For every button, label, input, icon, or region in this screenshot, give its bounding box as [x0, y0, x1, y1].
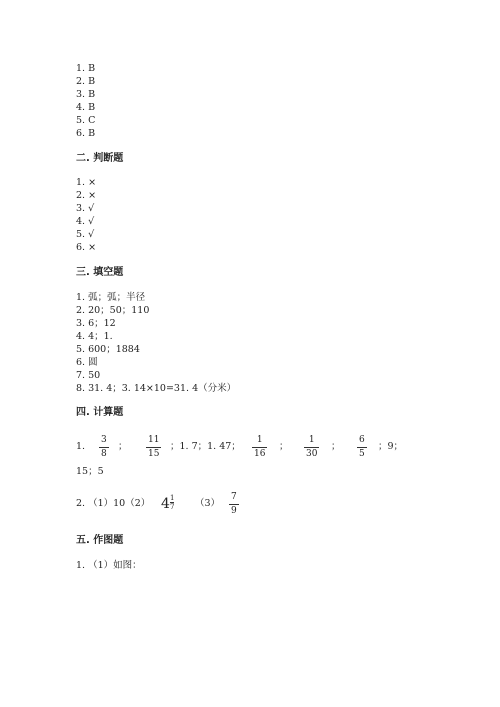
- denominator: 7: [170, 503, 175, 511]
- calc-heading: 四. 计算题: [76, 407, 124, 418]
- calc-q1-fraction-2: [146, 435, 161, 460]
- choice-answer-1: 1. B: [76, 63, 96, 74]
- denominator: 30: [306, 449, 318, 459]
- calc-q2-fraction: [229, 492, 239, 517]
- fraction-bar: [304, 447, 319, 448]
- choice-answer-5: 5. C: [76, 115, 96, 126]
- judge-answer-2: 2. ×: [76, 190, 97, 201]
- calc-q1-fraction-4: [304, 435, 319, 460]
- calc-q2-part-3: （3）: [195, 498, 221, 509]
- fraction-bar: [99, 447, 109, 448]
- choice-answer-2: 2. B: [76, 76, 96, 87]
- denominator: 5: [359, 449, 365, 459]
- fill-answer-6: 6. 圆: [76, 357, 98, 368]
- fill-answer-4: 4. 4；1.: [76, 331, 113, 342]
- denominator: 16: [254, 449, 266, 459]
- draw-answer-1: 1. （1）如图：: [76, 560, 142, 571]
- judge-answer-3: 3. √: [76, 203, 95, 214]
- denominator: 8: [101, 449, 107, 459]
- fraction-bar: [252, 447, 267, 448]
- fraction-bar: [357, 447, 367, 448]
- mixed-number-whole: 4: [161, 496, 170, 512]
- draw-heading: 五. 作图题: [76, 535, 124, 546]
- calc-q1-sep-1: ；: [118, 441, 128, 452]
- fill-answer-2: 2. 20；50；110: [76, 305, 150, 316]
- numerator: 7: [231, 492, 237, 502]
- choice-answer-4: 4. B: [76, 102, 96, 113]
- calc-q1-label: 1.: [76, 441, 86, 452]
- choice-answer-6: 6. B: [76, 128, 96, 139]
- calc-q1-fraction-5: [357, 435, 367, 460]
- numerator: 1: [256, 435, 263, 445]
- fill-answer-3: 3. 6；12: [76, 318, 116, 329]
- judge-answer-6: 6. ×: [76, 242, 97, 253]
- calc-q1-line-2: 15；5: [76, 466, 104, 477]
- fill-answer-5: 5. 600；1884: [76, 344, 140, 355]
- fill-answer-8: 8. 31. 4；3. 14×10=31. 4（分米）: [76, 383, 237, 394]
- fraction-bar: [229, 504, 239, 505]
- calc-q1-fraction-3: [252, 435, 267, 460]
- numerator: 11: [148, 435, 160, 445]
- numerator: 3: [101, 435, 107, 445]
- fill-answer-7: 7. 50: [76, 370, 101, 381]
- choice-answer-3: 3. B: [76, 89, 96, 100]
- calc-q1-sep-3: ；: [279, 441, 289, 452]
- fill-answer-1: 1. 弧；弧；半径: [76, 292, 146, 303]
- judge-answer-1: 1. ×: [76, 177, 97, 188]
- numerator: 1: [170, 494, 175, 502]
- numerator: 1: [308, 435, 315, 445]
- calc-q1-sep-4: ；: [331, 441, 341, 452]
- numerator: 6: [359, 435, 365, 445]
- calc-q1-fraction-1: [99, 435, 109, 460]
- fraction-bar: [146, 447, 161, 448]
- calc-q1-tail: ；9；: [378, 441, 404, 452]
- mixed-number-fraction: [170, 494, 174, 511]
- judge-heading: 二. 判断题: [76, 153, 124, 164]
- calc-q1-middle: ；1. 7；1. 47；: [170, 441, 241, 452]
- denominator: 9: [231, 506, 237, 516]
- denominator: 15: [148, 449, 160, 459]
- judge-answer-5: 5. √: [76, 229, 95, 240]
- judge-answer-4: 4. √: [76, 216, 95, 227]
- calc-q2-label: 2. （1）10（2）: [76, 498, 151, 509]
- fill-heading: 三. 填空题: [76, 267, 124, 278]
